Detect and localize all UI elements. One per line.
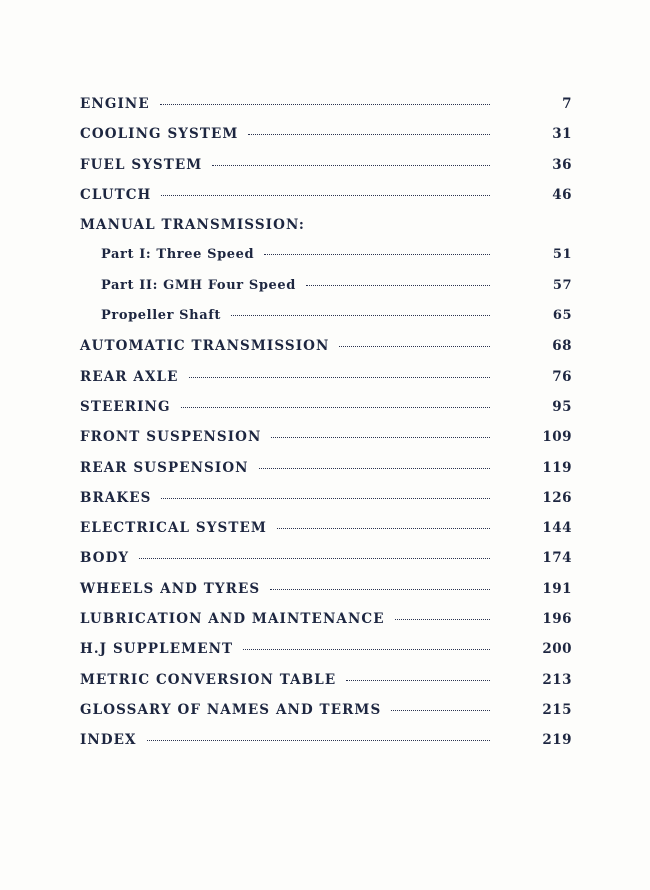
dot-leader [391,710,490,711]
toc-entry-title: Part II: GMH Four Speed [101,277,296,293]
toc-entry-page: 95 [552,398,572,415]
toc-entry-title: COOLING SYSTEM [80,126,239,143]
dot-leader [161,498,490,499]
dot-leader [346,680,490,681]
toc-entry-page: 51 [552,247,572,263]
toc-entry-title: H.J SUPPLEMENT [80,641,234,658]
dot-leader [271,437,490,438]
dot-leader [181,407,490,408]
toc-entry [80,695,572,725]
dot-leader [231,315,490,316]
toc-section-heading [80,210,572,240]
dot-leader [270,589,490,590]
dot-leader [161,195,490,196]
toc-entry-page: 219 [542,732,572,749]
dot-leader [306,285,490,286]
toc-entry-title: Propeller Shaft [101,308,222,324]
dot-leader [395,619,490,620]
toc-entry-page: 76 [552,368,572,385]
toc-entry-title: INDEX [80,732,137,749]
toc-entry-title: BRAKES [80,489,152,506]
toc-entry-title: CLUTCH [80,186,152,203]
toc-entry [80,543,572,573]
toc-entry-title: STEERING [80,398,171,415]
toc-entry-page: 119 [542,459,572,476]
toc-entry-page: 36 [552,156,572,173]
dot-leader [189,377,490,378]
toc-entry-page: 126 [542,489,572,506]
toc-entry-title: REAR SUSPENSION [80,459,249,476]
dot-leader [139,558,490,559]
toc-entry-page: 68 [552,338,572,355]
toc-entry-title: LUBRICATION AND MAINTENANCE [80,611,385,628]
toc-entry-title: REAR AXLE [80,368,179,385]
toc-entry-page: 46 [552,186,572,203]
toc-entry [80,180,572,210]
toc-subentry [80,240,572,270]
toc-entry-page: 200 [542,641,572,658]
dot-leader [248,134,490,135]
toc-entry-page: 174 [542,550,572,567]
toc-entry [80,634,572,664]
toc-entry-page: 144 [542,520,572,537]
toc-subentry [80,301,572,331]
dot-leader [264,254,490,255]
toc-entry [80,422,572,452]
dot-leader [212,165,490,166]
toc-entry-title: ELECTRICAL SYSTEM [80,520,267,537]
dot-leader [243,649,490,650]
toc-entry-title: BODY [80,550,130,567]
toc-entry [80,483,572,513]
dot-leader [277,528,490,529]
toc-entry [80,331,572,361]
toc-entry-page: 57 [552,277,572,293]
toc-entry-title: FRONT SUSPENSION [80,429,262,446]
toc-entry-page: 215 [542,701,572,718]
toc-entry [80,392,572,422]
toc-entry [80,513,572,543]
dot-leader [339,346,490,347]
toc-entry-page: 196 [542,611,572,628]
toc-entry [80,574,572,604]
toc-entry [80,604,572,634]
toc-subentry [80,271,572,301]
dot-leader [147,740,490,741]
toc-entry-page: 7 [562,96,572,112]
toc-entry-page: 109 [542,429,572,446]
toc-entry-title: MANUAL TRANSMISSION: [80,217,305,234]
toc-entry-title: FUEL SYSTEM [80,156,203,173]
toc-entry-title: AUTOMATIC TRANSMISSION [80,338,330,355]
toc-entry-page: 191 [542,580,572,597]
toc-entry [80,89,572,119]
toc-entry-page: 213 [542,671,572,688]
toc-entry-page: 31 [552,126,572,143]
toc-entry-title: GLOSSARY OF NAMES AND TERMS [80,701,382,718]
toc-entry [80,665,572,695]
toc-entry-title: ENGINE [80,96,150,112]
toc-entry-page: 65 [552,308,572,324]
toc-entry-title: Part I: Three Speed [101,247,255,263]
table-of-contents [80,89,572,756]
toc-entry [80,119,572,149]
toc-entry [80,150,572,180]
toc-entry-title: METRIC CONVERSION TABLE [80,671,337,688]
dot-leader [259,468,490,469]
toc-entry-title: WHEELS AND TYRES [80,580,261,597]
toc-entry [80,362,572,392]
toc-entry [80,725,572,755]
toc-entry [80,453,572,483]
dot-leader [160,104,490,105]
